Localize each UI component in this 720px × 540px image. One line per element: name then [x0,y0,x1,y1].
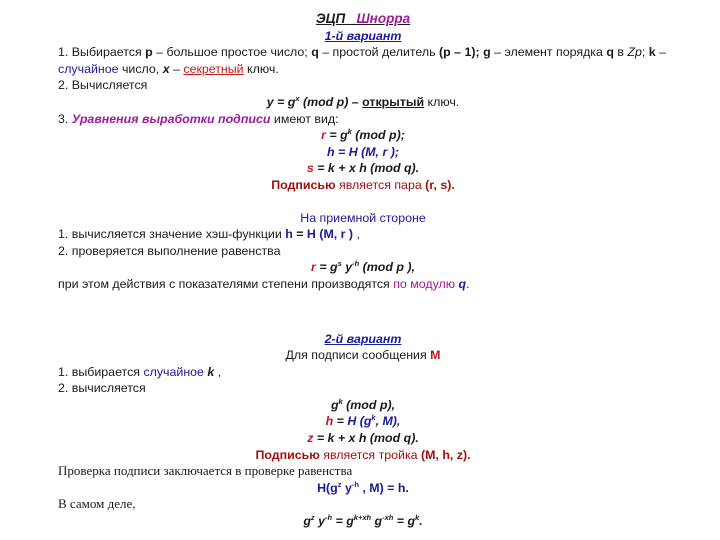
equation-s: s = k + x h (mod q). [306,161,420,176]
equation-h: h = H (M, r ); [327,144,399,159]
v2-intro: Для подписи сообщения M [285,348,441,363]
title-abbr: ЭЦП [315,11,346,26]
v2-equation-h: h = H ($g^k$, M), [325,413,401,429]
variant-2-heading: 2-й вариант [324,331,402,346]
signature-pair: Подписью является пара (r, s). [271,177,455,192]
final-identity: $g^z$ $y^{-h} = g^{k+xh}$ $g^{-xh} = g^k$. [303,513,423,529]
receiver-step-1: 1. вычисляется значение хэш-функции h = H (M, r ) , [58,227,360,242]
verification-text: Проверка подписи заключается в проверке равенства [58,463,353,479]
title-name: Шнорра [356,11,411,26]
receiver-heading: На приемной стороне [300,210,426,225]
v1-step-1: 1. Выбирается p – большое простое число; q – простой делитель (p – 1); g – элемент порядка q в Zp; k – случайное число, x – секретный ключ. [58,45,666,76]
v2-equation-z: z = k + x h (mod q). [307,431,419,446]
v1-step-2: 2. Вычисляется [58,78,148,93]
v2-step-2: 2. вычисляется [58,381,146,396]
signature-triple: Подписью является тройка (M, h, z). [255,447,471,462]
v2-equation-g: $g^k$ (mod p), [330,396,396,412]
equation-check: $r = g^s$ $y^{-h}$ (mod p ), [311,259,415,275]
modulo-note: при этом действия с показателями степени производятся по модулю q. [58,276,470,291]
v1-step-3: 3. Уравнения выработки подписи имеют вид: [58,111,339,126]
indeed-text: В самом деле, [58,496,136,512]
v2-step-1: 1. выбирается случайное k , [58,364,222,379]
receiver-step-2: 2. проверяется выполнение равенства [58,243,281,258]
equation-r: $r = g^k$ (mod p); [321,127,405,143]
v2-verification-equation: $H(g^z$ $y^{-h}$ , M) = h. [317,479,409,495]
variant-1-heading: 1-й вариант [324,28,402,43]
formula-public-key: $y = g^x$ (mod p) – открытый ключ. [266,93,460,109]
page-title [58,11,668,28]
